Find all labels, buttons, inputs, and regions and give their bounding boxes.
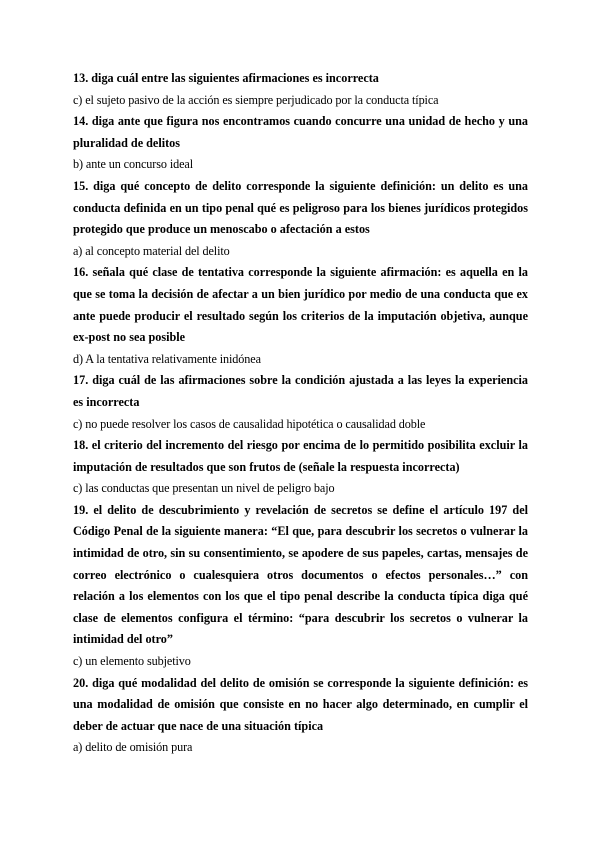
answer-text: c) las conductas que presentan un nivel de peligro bajo bbox=[73, 481, 335, 496]
question-block-19 bbox=[73, 500, 528, 673]
question-block-15 bbox=[73, 176, 528, 262]
answer-text: c) no puede resolver los casos de causalidad hipotética o causalidad doble bbox=[73, 416, 426, 431]
question-block-20 bbox=[73, 673, 528, 759]
question-text: 18. el criterio del incremento del riesgo por encima de lo permitido posibilita excluir la imputación de resultados que son frutos de (señale la respuesta incorrecta) bbox=[73, 438, 528, 474]
question-block-17 bbox=[73, 370, 528, 435]
question-text: 17. diga cuál de las afirmaciones sobre la condición ajustada a las leyes la experiencia es incorrecta bbox=[73, 373, 528, 409]
question-block-16 bbox=[73, 262, 528, 370]
question-block-13 bbox=[73, 68, 528, 111]
answer-text: a) al concepto material del delito bbox=[73, 243, 230, 258]
question-text: 15. diga qué concepto de delito corresponde la siguiente definición: un delito es una conducta definida en un tipo penal qué es peligroso para los bienes jurídicos protegidos protegido que produce un menoscabo o afectación a estos bbox=[73, 178, 528, 237]
answer-text: d) A la tentativa relativamente inidónea bbox=[73, 351, 261, 366]
answer-text: c) un elemento subjetivo bbox=[73, 654, 191, 669]
answer-text: b) ante un concurso ideal bbox=[73, 157, 194, 172]
answer-text: c) el sujeto pasivo de la acción es siempre perjudicado por la conducta típica bbox=[73, 92, 439, 107]
question-text: 14. diga ante que figura nos encontramos cuando concurre una unidad de hecho y una pluralidad de delitos bbox=[73, 114, 528, 150]
question-block-14 bbox=[73, 111, 528, 176]
answer-text: a) delito de omisión pura bbox=[73, 740, 193, 755]
question-text: 13. diga cuál entre las siguientes afirmaciones es incorrecta bbox=[73, 71, 379, 85]
question-text: 19. el delito de descubrimiento y revelación de secretos se define el artículo 197 del Código Penal de la siguiente manera: “El que, para descubrir los secretos o vulnerar la intimidad de otro, sin su consentimiento, se apodere de sus papeles, cartas, mensajes de correo electrónico o cualesquiera otros documentos o efectos personales…” con relación a los elementos con los que el tipo penal describe la conducta típica diga qué clase de elementos configura el término: “para descubrir los secretos o vulnerar la intimidad del otro” bbox=[73, 502, 528, 647]
question-block-18 bbox=[73, 435, 528, 500]
question-text: 20. diga qué modalidad del delito de omisión se corresponde la siguiente definición: es una modalidad de omisión que consiste en no hacer algo determinado, en cumplir el deber de actuar que nace de una situación típica bbox=[73, 675, 528, 733]
question-text: 16. señala qué clase de tentativa corresponde la siguiente afirmación: es aquella en la que se toma la decisión de afectar a un bien jurídico por medio de una conducta que ex ante puede producir el resultado según los criterios de la imputación objetiva, aunque ex-post no sea posible bbox=[73, 265, 528, 345]
document-page bbox=[73, 68, 528, 759]
